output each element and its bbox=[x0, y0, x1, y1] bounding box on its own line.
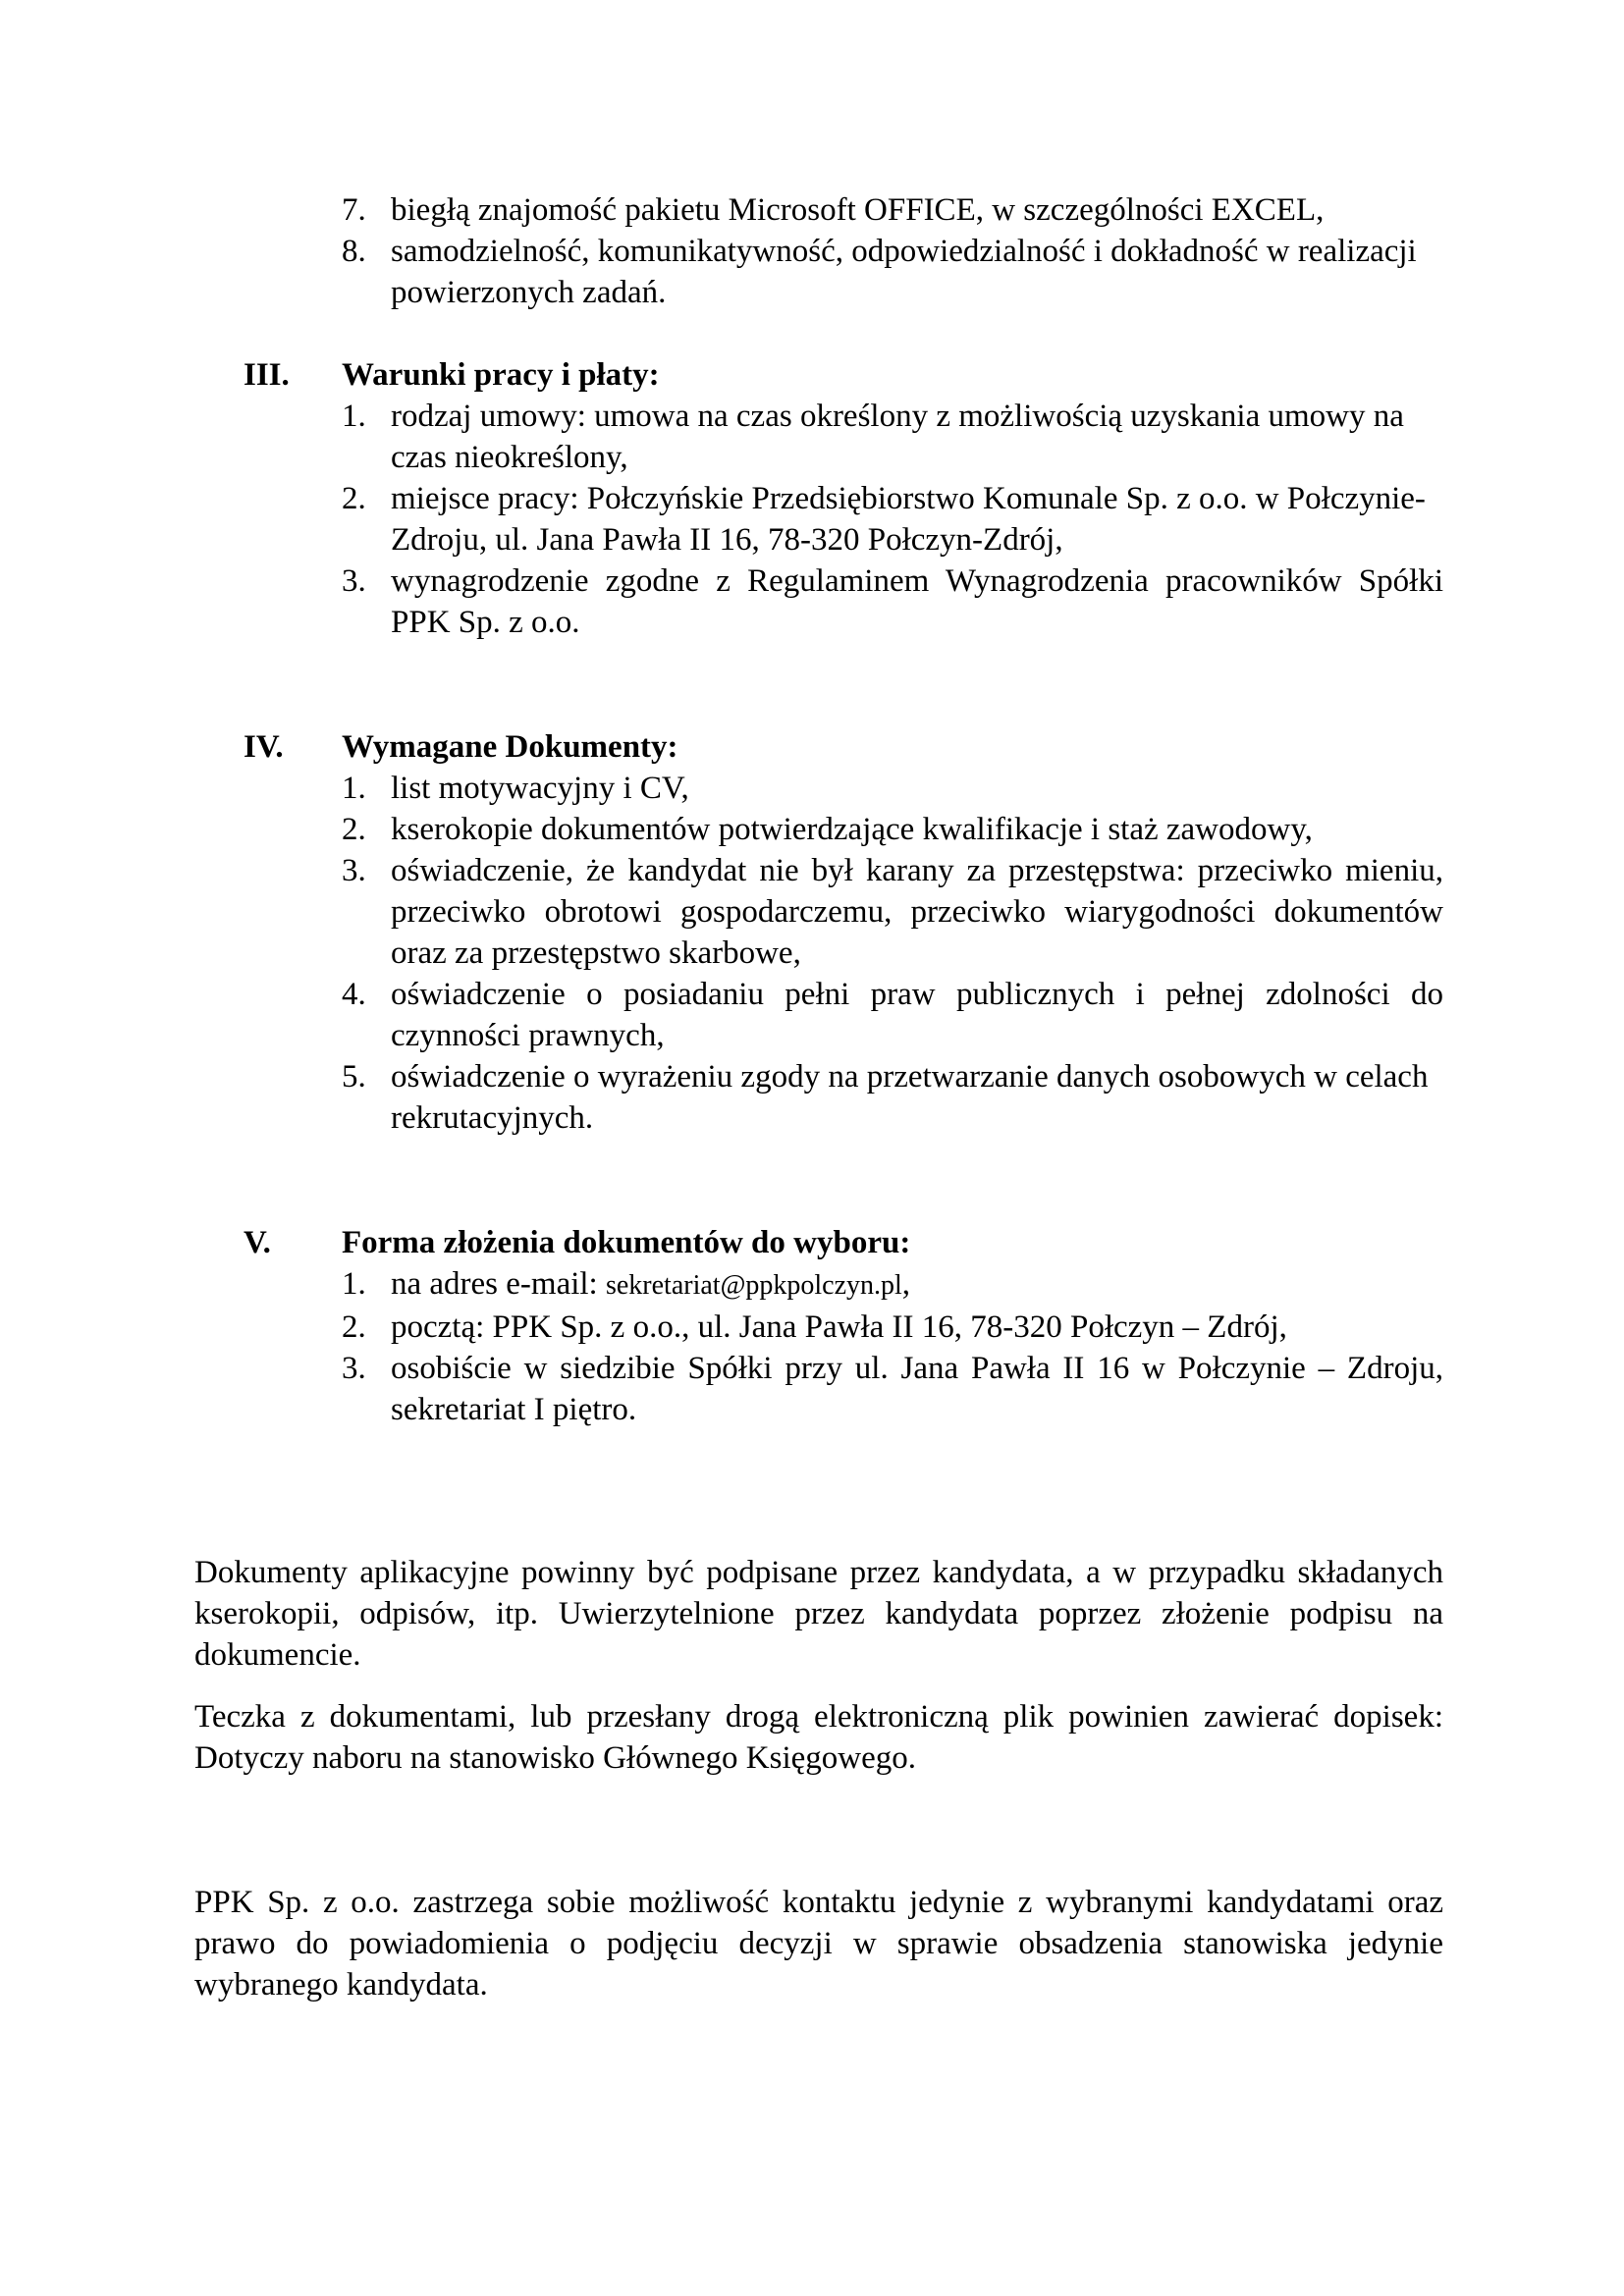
list-item bbox=[342, 561, 1443, 643]
list-item bbox=[342, 1263, 1443, 1307]
list-number: 1. bbox=[342, 399, 366, 434]
list-number: 5. bbox=[342, 1059, 366, 1095]
list-number: 8. bbox=[342, 234, 366, 269]
list-number: 7. bbox=[342, 192, 366, 228]
section-v-numeral: V. bbox=[244, 1225, 271, 1260]
list-number: 3. bbox=[342, 563, 366, 599]
list-text: osobiście w siedzibie Spółki przy ul. Jana Pawła II 16 w Połczynie – Zdroju, sekretariat I piętro. bbox=[391, 1351, 1443, 1427]
list-number: 1. bbox=[342, 1266, 366, 1302]
list-item bbox=[342, 1348, 1443, 1430]
list-item bbox=[342, 189, 1443, 231]
list-text: samodzielność, komunikatywność, odpowiedzialność i dokładność w realizacji powierzonych zadań. bbox=[391, 234, 1417, 310]
section-iv-title: Wymagane Dokumenty: bbox=[342, 729, 678, 765]
required-documents-list bbox=[342, 768, 1443, 1139]
list-number: 3. bbox=[342, 853, 366, 888]
section-iii-title: Warunki pracy i płaty: bbox=[342, 357, 660, 393]
submission-methods-list bbox=[342, 1263, 1443, 1430]
email-address: sekretariat@ppkpolczyn.pl bbox=[605, 1270, 902, 1301]
section-v-title: Forma złożenia dokumentów do wyboru: bbox=[342, 1225, 911, 1260]
list-item bbox=[342, 974, 1443, 1056]
list-text: list motywacyjny i CV, bbox=[391, 771, 689, 806]
work-conditions-list bbox=[342, 396, 1443, 643]
list-item bbox=[342, 1307, 1443, 1348]
section-iv-numeral: IV. bbox=[244, 729, 284, 765]
list-text: rodzaj umowy: umowa na czas określony z możliwością uzyskania umowy na czas nieokreślony, bbox=[391, 399, 1404, 475]
list-number: 1. bbox=[342, 771, 366, 806]
list-text: kserokopie dokumentów potwierdzające kwalifikacje i staż zawodowy, bbox=[391, 812, 1313, 847]
list-text: miejsce pracy: Połczyńskie Przedsiębiorstwo Komunale Sp. z o.o. w Połczynie-Zdroju, ul. Jana Pawła II 16, 78-320 Połczyn-Zdrój, bbox=[391, 481, 1426, 558]
list-item bbox=[342, 809, 1443, 850]
requirements-list-continued bbox=[342, 189, 1443, 313]
list-item bbox=[342, 231, 1443, 313]
list-item bbox=[342, 478, 1443, 561]
paragraph-folder-note: Teczka z dokumentami, lub przesłany drogą elektroniczną plik powinien zawierać dopisek: Dotyczy naboru na stanowisko Głównego Księgowego. bbox=[194, 1699, 1443, 1776]
list-item bbox=[342, 1056, 1443, 1139]
list-text: pocztą: PPK Sp. z o.o., ul. Jana Pawła II 16, 78-320 Połczyn – Zdrój, bbox=[391, 1309, 1287, 1345]
list-text: biegłą znajomość pakietu Microsoft OFFICE, w szczególności EXCEL, bbox=[391, 192, 1325, 228]
list-text: wynagrodzenie zgodne z Regulaminem Wynagrodzenia pracowników Spółki PPK Sp. z o.o. bbox=[391, 563, 1443, 640]
list-number: 2. bbox=[342, 812, 366, 847]
list-number: 2. bbox=[342, 481, 366, 516]
email-prefix: na adres e-mail: bbox=[391, 1266, 606, 1302]
list-text: oświadczenie o posiadaniu pełni praw publicznych i pełnej zdolności do czynności prawnych, bbox=[391, 977, 1443, 1053]
list-number: 2. bbox=[342, 1309, 366, 1345]
list-item bbox=[342, 768, 1443, 809]
paragraph-signature-note: Dokumenty aplikacyjne powinny być podpisane przez kandydata, a w przypadku składanych kserokopii, odpisów, itp. Uwierzytelnione przez kandydata poprzez złożenie podpisu na dokumencie. bbox=[194, 1555, 1443, 1673]
list-item bbox=[342, 850, 1443, 974]
list-text: oświadczenie, że kandydat nie był karany za przestępstwa: przeciwko mieniu, przeciwko obrotowi gospodarczemu, przeciwko wiarygodności dokumentów oraz za przestępstwo skarbowe, bbox=[391, 853, 1443, 971]
paragraph-contact-reservation: PPK Sp. z o.o. zastrzega sobie możliwość kontaktu jedynie z wybranymi kandydatami oraz prawo do powiadomienia o podjęciu decyzji w sprawie obsadzenia stanowiska jedynie wybranego kandydata. bbox=[194, 1885, 1443, 2002]
list-item bbox=[342, 396, 1443, 478]
list-number: 4. bbox=[342, 977, 366, 1012]
email-suffix: , bbox=[901, 1266, 911, 1302]
list-text: oświadczenie o wyrażeniu zgody na przetwarzanie danych osobowych w celach rekrutacyjnych. bbox=[391, 1059, 1429, 1136]
list-number: 3. bbox=[342, 1351, 366, 1386]
section-iii-numeral: III. bbox=[244, 357, 290, 393]
list-text bbox=[391, 1263, 1443, 1307]
